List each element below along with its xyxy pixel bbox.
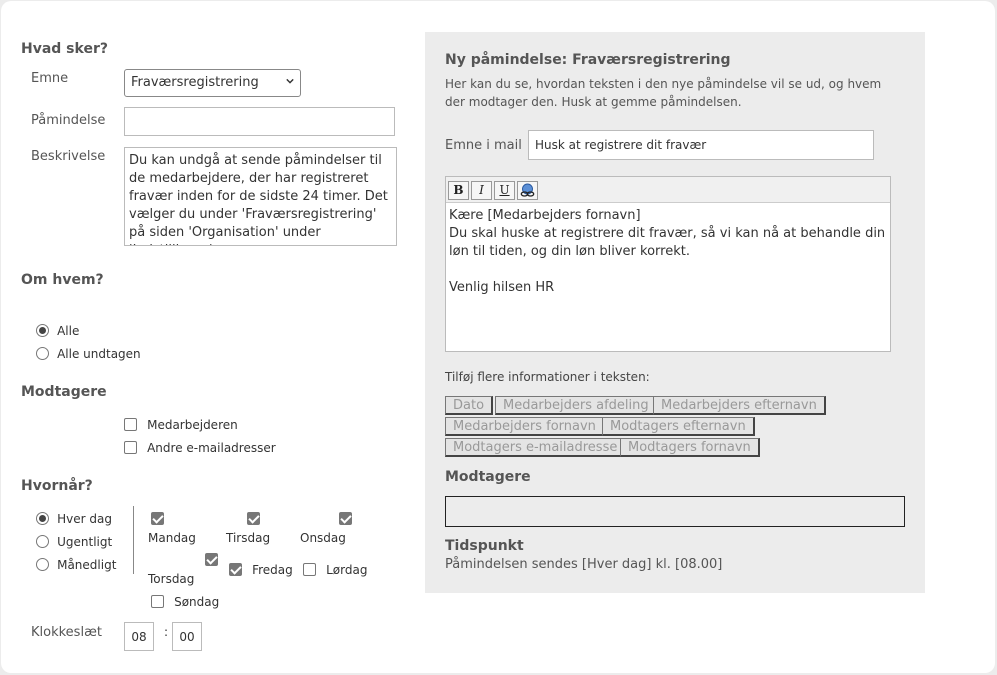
tag-button-recipient-lastname[interactable]: Modtagers efternavn	[602, 417, 755, 436]
who-heading: Om hvem?	[21, 272, 104, 288]
chevron-down-icon	[286, 77, 294, 85]
tag-button-date[interactable]: Dato	[445, 396, 493, 415]
recipient-employee[interactable]	[124, 416, 238, 435]
day-friday-checkbox[interactable]	[229, 563, 242, 576]
tag-button-employee-lastname[interactable]: Medarbejders efternavn	[653, 396, 826, 415]
preview-panel	[425, 32, 925, 593]
body-line: Du skal huske at registrere dit fravær, så vi kan nå at behandle din løn til tiden, og din løn bliver korrekt.	[449, 226, 886, 259]
frequency-monthly-radio[interactable]	[36, 558, 49, 571]
time-separator: :	[164, 625, 169, 639]
preview-time-heading: Tidspunkt	[445, 538, 524, 554]
frequency-monthly-label: Månedligt	[57, 558, 117, 572]
description-label: Beskrivelse	[31, 149, 106, 164]
preview-time-text: Påmindelsen sendes [Hver dag] kl. [08.00]	[445, 557, 723, 572]
reminder-card	[1, 1, 995, 673]
recipient-other-emails[interactable]	[124, 439, 276, 458]
body-line-empty	[449, 261, 887, 279]
day-wednesday-label: Onsdag	[300, 531, 346, 545]
day-tuesday-label: Tirsdag	[226, 531, 271, 545]
editor-toolbar	[446, 177, 890, 203]
frequency-weekly-label: Ugentligt	[57, 535, 113, 549]
what-heading: Hvad sker?	[21, 41, 108, 57]
day-saturday-label: Lørdag	[326, 563, 368, 577]
frequency-daily-label: Hver dag	[57, 512, 112, 526]
subject-select-value: Fraværsregistrering	[131, 75, 259, 90]
recipient-other-emails-checkbox[interactable]	[124, 441, 137, 454]
bold-button[interactable]: B	[448, 181, 469, 200]
tag-button-recipient-firstname[interactable]: Modtagers fornavn	[620, 438, 760, 457]
day-thursday-checkbox[interactable]	[205, 553, 218, 566]
day-friday[interactable]	[229, 561, 293, 580]
frequency-daily[interactable]	[36, 510, 112, 529]
who-option-except-label: Alle undtagen	[57, 347, 141, 361]
preview-recipients-box	[445, 496, 905, 527]
when-heading: Hvornår?	[21, 478, 93, 494]
body-line: Kære [Medarbejders fornavn]	[449, 208, 641, 223]
who-option-all-label: Alle	[57, 324, 80, 338]
recipient-employee-label: Medarbejderen	[147, 418, 238, 432]
link-button[interactable]	[517, 181, 538, 200]
underline-button[interactable]: U	[494, 181, 515, 200]
editor-body[interactable]	[446, 203, 890, 301]
day-sunday-label: Søndag	[174, 595, 220, 609]
day-saturday[interactable]	[303, 561, 368, 580]
description-textarea[interactable]	[124, 147, 397, 246]
day-monday-checkbox[interactable]	[151, 512, 164, 525]
day-saturday-checkbox[interactable]	[303, 563, 316, 576]
day-thursday-label: Torsdag	[148, 572, 195, 586]
subject-select[interactable]	[124, 69, 301, 97]
tag-button-employee-department[interactable]: Medarbejders afdeling	[495, 396, 658, 415]
subject-label: Emne	[31, 71, 69, 86]
recipient-other-emails-label: Andre e-mailadresser	[147, 441, 276, 455]
reminder-input[interactable]	[124, 107, 395, 136]
frequency-weekly[interactable]	[36, 533, 113, 552]
recipients-heading: Modtagere	[21, 384, 107, 400]
recipient-employee-checkbox[interactable]	[124, 418, 137, 431]
frequency-daily-radio[interactable]	[36, 512, 49, 525]
who-radio-except[interactable]	[36, 347, 49, 360]
day-monday-label: Mandag	[148, 531, 196, 545]
mail-subject-input[interactable]	[528, 130, 874, 160]
minute-input[interactable]	[172, 622, 202, 651]
mail-body-editor[interactable]	[445, 176, 891, 352]
preview-recipients-heading: Modtagere	[445, 469, 531, 485]
who-radio-all[interactable]	[36, 324, 49, 337]
body-line: Venlig hilsen HR	[449, 280, 555, 295]
day-sunday-checkbox[interactable]	[151, 595, 164, 608]
frequency-monthly[interactable]	[36, 556, 117, 575]
preview-title: Ny påmindelse: Fraværsregistrering	[445, 52, 731, 68]
frequency-divider	[133, 506, 134, 574]
who-option-all[interactable]	[36, 322, 80, 341]
add-info-label: Tilføj flere informationer i teksten:	[445, 370, 650, 384]
reminder-label: Påmindelse	[31, 113, 106, 128]
day-wednesday-checkbox[interactable]	[339, 512, 352, 525]
tag-button-employee-firstname[interactable]: Medarbejders fornavn	[445, 417, 605, 436]
frequency-weekly-radio[interactable]	[36, 535, 49, 548]
day-friday-label: Fredag	[252, 563, 293, 577]
link-icon	[519, 183, 536, 198]
tag-button-recipient-email[interactable]: Modtagers e-mailadresse	[445, 438, 626, 457]
time-label: Klokkeslæt	[31, 625, 102, 640]
mail-subject-label: Emne i mail	[445, 138, 522, 153]
italic-button[interactable]: I	[471, 181, 492, 200]
day-sunday[interactable]	[151, 593, 220, 612]
who-option-except[interactable]	[36, 345, 141, 364]
day-tuesday-checkbox[interactable]	[247, 512, 260, 525]
hour-input[interactable]	[124, 622, 154, 651]
preview-intro: Her kan du se, hvordan teksten i den nye påmindelse vil se ud, og hvem der modtager den. Husk at gemme påmindelsen.	[445, 77, 882, 109]
